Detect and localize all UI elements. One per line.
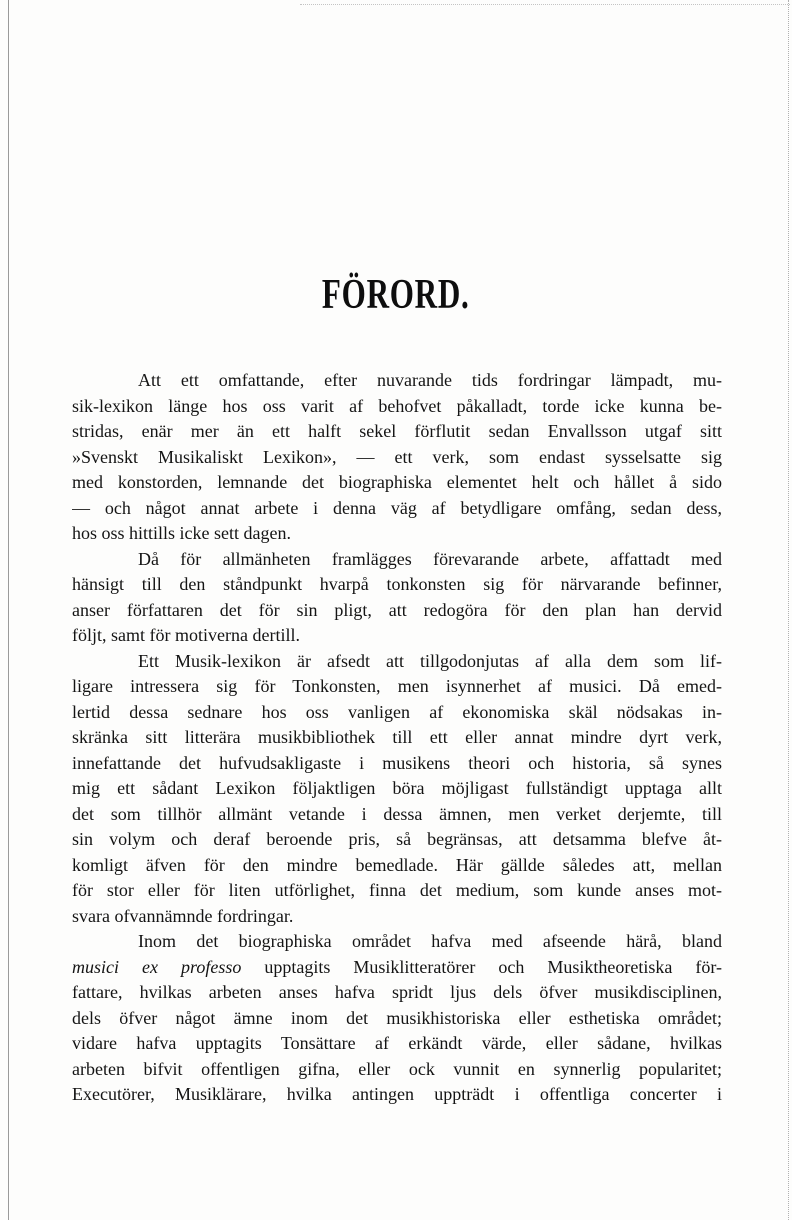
text-line: hos oss hittills icke sett dagen. <box>72 523 291 543</box>
text-line-rest: upptagits Musiklitteratörer och Musiktheoretiska för- <box>241 956 722 977</box>
italic-phrase: musici ex professo <box>72 956 242 977</box>
text-line: fattare, hvilkas arbeten anses hafva spridt ljus dels öfver musikdisciplinen, <box>72 982 722 1002</box>
page-edge-top <box>300 4 790 6</box>
text-line: hänsigt till den ståndpunkt hvarpå tonkonsten sig för närvarande befinner, <box>72 574 722 594</box>
text-line: följt, samt för motiverna dertill. <box>72 625 300 645</box>
page-title: FÖRORD. <box>322 272 470 318</box>
text-line: för stor eller för liten utförlighet, finna det medium, som kunde anses mot- <box>72 880 722 900</box>
paragraph-3 <box>72 649 722 930</box>
page-edge-left <box>8 0 9 1220</box>
text-line: svara ofvannämnde fordringar. <box>72 905 294 926</box>
text-line: komligt äfven för den mindre bemedlade. Här gällde således att, mellan <box>72 854 722 875</box>
text-line: Ett Musik-lexikon är afsedt att tillgodonjutas af alla dem som lif- <box>138 650 722 671</box>
text-line: stridas, enär mer än ett halft sekel förflutit sedan Envallsson utgaf sitt <box>72 421 722 441</box>
text-line: — och något annat arbete i denna väg af betydligare omfång, sedan dess, <box>72 497 722 518</box>
text-line <box>72 955 722 981</box>
title-container <box>0 270 792 320</box>
text-line: arbeten bifvit offentligen gifna, eller ock vunnit en synnerlig popularitet; <box>72 1058 722 1079</box>
text-line: dels öfver något ämne inom det musikhistoriska eller esthetiska området; <box>72 1007 722 1028</box>
page-edge-right <box>787 0 789 1220</box>
text-line: ligare intressera sig för Tonkonsten, men isynnerhet af musici. Då emed- <box>72 676 722 696</box>
text-line: sin volym och deraf beroende pris, så begränsas, att detsamma blefve åt- <box>72 829 722 849</box>
text-line: »Svenskt Musikaliskt Lexikon», — ett verk, som endast sysselsatte sig <box>72 446 722 467</box>
text-line: Då för allmänheten framlägges förevarande arbete, affattadt med <box>138 548 722 569</box>
text-line: anser författaren det för sin pligt, att redogöra för den plan han dervid <box>72 599 722 620</box>
paragraph-2 <box>72 547 722 649</box>
text-line: lertid dessa sednare hos oss vanligen af ekonomiska skäl nödsakas in- <box>72 701 722 722</box>
text-line: skränka sitt litterära musikbibliothek till ett eller annat mindre dyrt verk, <box>72 727 722 747</box>
text-line: innefattande det hufvudsakligaste i musikens theori och historia, så synes <box>72 752 722 773</box>
text-line: Inom det biographiska området hafva med afseende härå, bland <box>138 931 722 951</box>
text-line: Att ett omfattande, efter nuvarande tids fordringar lämpadt, mu- <box>138 370 722 390</box>
text-line: sik-lexikon länge hos oss varit af behofvet påkalladt, torde icke kunna be- <box>72 395 722 416</box>
text-line: det som tillhör allmänt vetande i dessa ämnen, men verket derjemte, till <box>72 803 722 824</box>
paragraph-1 <box>72 368 722 547</box>
text-line: Executörer, Musiklärare, hvilka antingen uppträdt i offentliga concerter i <box>72 1084 722 1104</box>
text-line: med konstorden, lemnande det biographiska elementet helt och hållet å sido <box>72 472 722 492</box>
text-line: mig ett sådant Lexikon följaktligen böra möjligast fullständigt upptaga allt <box>72 778 722 798</box>
body-text <box>72 368 722 1108</box>
paragraph-4 <box>72 929 722 1108</box>
text-line: vidare hafva upptagits Tonsättare af erkändt värde, eller sådane, hvilkas <box>72 1033 722 1053</box>
